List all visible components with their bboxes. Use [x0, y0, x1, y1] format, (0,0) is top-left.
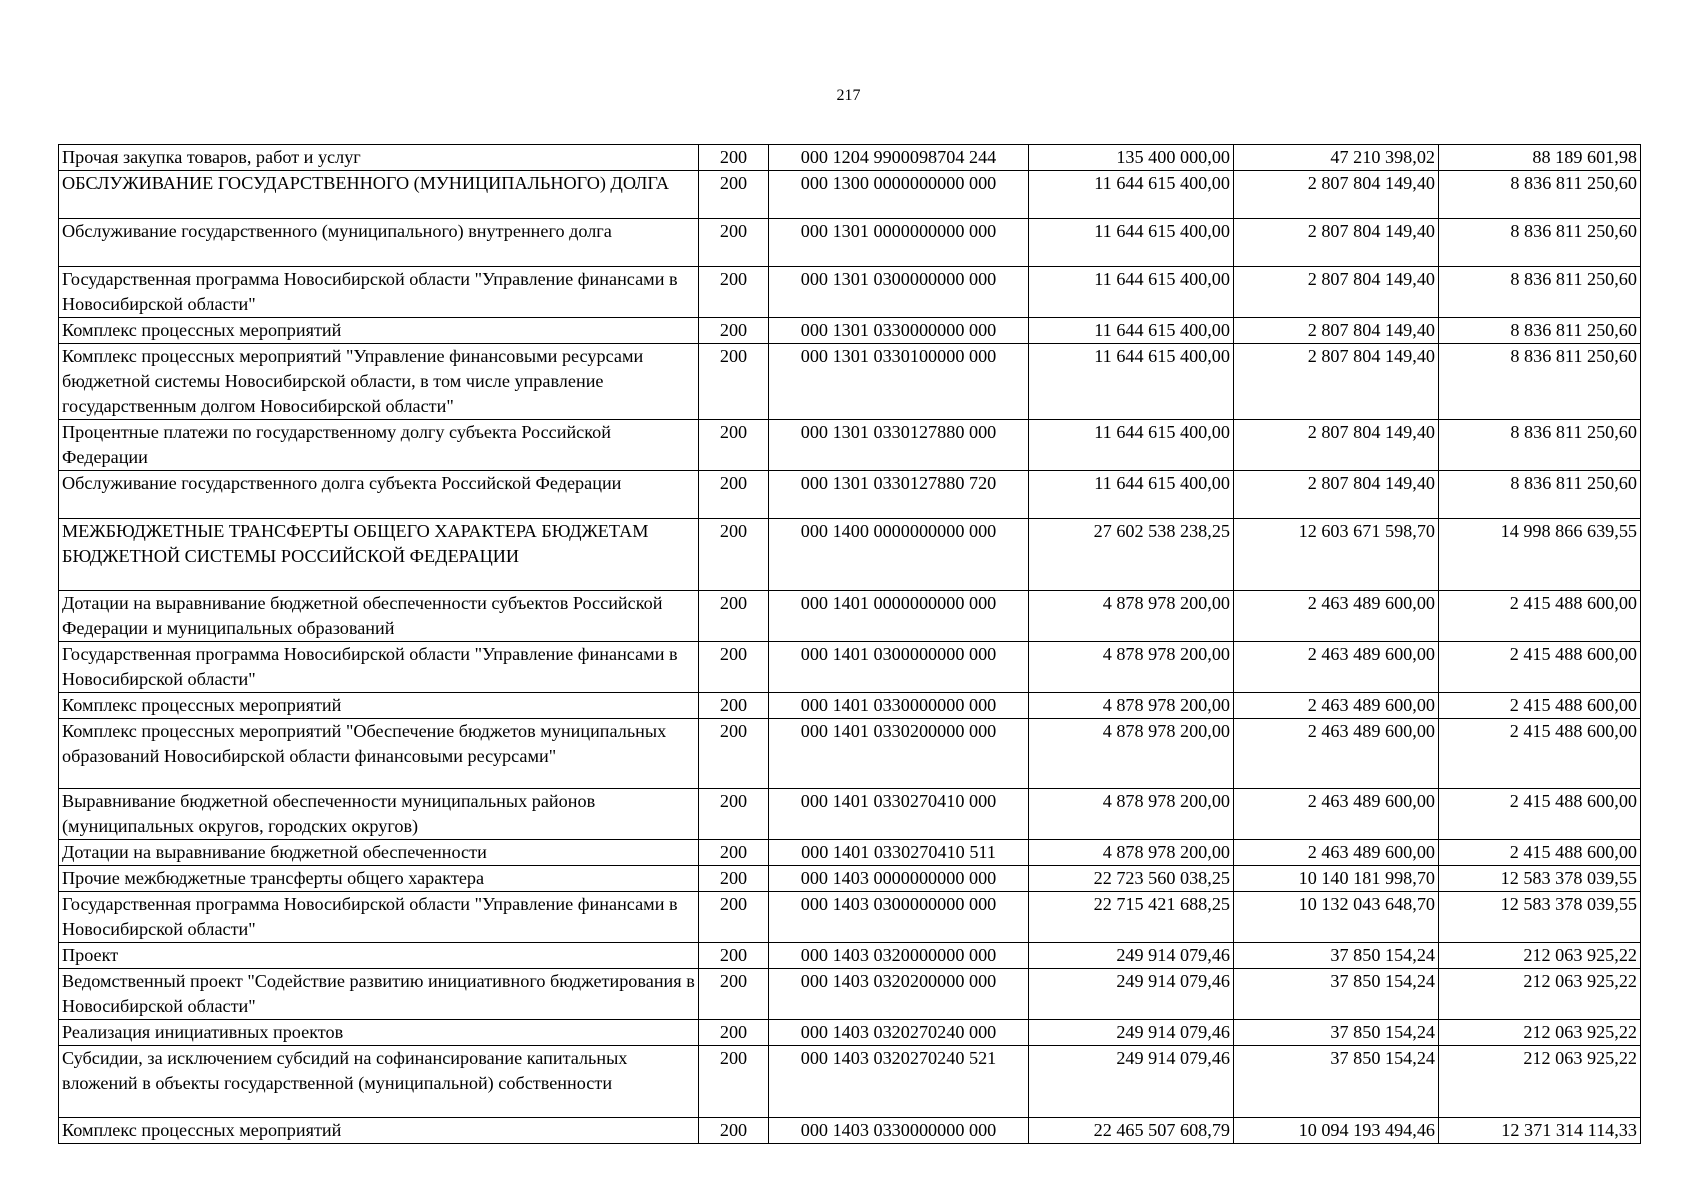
row-code-cell: 200 [699, 943, 769, 969]
row-executed-cell: 2 807 804 149,40 [1234, 219, 1439, 267]
row-classification-cell: 000 1301 0300000000 000 [769, 267, 1029, 318]
row-approved-cell: 249 914 079,46 [1029, 1020, 1234, 1046]
row-unexecuted-cell: 12 583 378 039,55 [1439, 866, 1641, 892]
row-executed-cell: 2 463 489 600,00 [1234, 789, 1439, 840]
row-code-cell: 200 [699, 145, 769, 171]
row-classification-cell: 000 1301 0330100000 000 [769, 344, 1029, 420]
row-code-cell: 200 [699, 171, 769, 219]
row-classification-cell: 000 1401 0000000000 000 [769, 591, 1029, 642]
row-approved-cell: 4 878 978 200,00 [1029, 789, 1234, 840]
row-classification-cell: 000 1403 0320270240 521 [769, 1046, 1029, 1118]
row-approved-cell: 11 644 615 400,00 [1029, 219, 1234, 267]
row-approved-cell: 11 644 615 400,00 [1029, 344, 1234, 420]
row-executed-cell: 10 140 181 998,70 [1234, 866, 1439, 892]
row-executed-cell: 47 210 398,02 [1234, 145, 1439, 171]
row-unexecuted-cell: 2 415 488 600,00 [1439, 693, 1641, 719]
row-classification-cell: 000 1400 0000000000 000 [769, 519, 1029, 591]
table-row [59, 471, 1641, 519]
table-row [59, 943, 1641, 969]
row-code-cell: 200 [699, 420, 769, 471]
row-name-cell: Комплекс процессных мероприятий [59, 318, 699, 344]
row-unexecuted-cell: 212 063 925,22 [1439, 1046, 1641, 1118]
row-name-cell: Ведомственный проект "Содействие развитию инициативного бюджетирования в Новосибирской области" [59, 969, 699, 1020]
row-approved-cell: 249 914 079,46 [1029, 1046, 1234, 1118]
row-approved-cell: 135 400 000,00 [1029, 145, 1234, 171]
row-code-cell: 200 [699, 471, 769, 519]
row-approved-cell: 4 878 978 200,00 [1029, 591, 1234, 642]
row-executed-cell: 2 807 804 149,40 [1234, 420, 1439, 471]
row-classification-cell: 000 1403 0320270240 000 [769, 1020, 1029, 1046]
row-classification-cell: 000 1401 0300000000 000 [769, 642, 1029, 693]
row-name-cell: Прочая закупка товаров, работ и услуг [59, 145, 699, 171]
row-unexecuted-cell: 8 836 811 250,60 [1439, 219, 1641, 267]
table-row [59, 519, 1641, 591]
row-unexecuted-cell: 14 998 866 639,55 [1439, 519, 1641, 591]
row-code-cell: 200 [699, 719, 769, 789]
row-name-cell: Государственная программа Новосибирской области "Управление финансами в Новосибирской области" [59, 892, 699, 943]
table-row [59, 840, 1641, 866]
row-classification-cell: 000 1403 0320200000 000 [769, 969, 1029, 1020]
table-row [59, 145, 1641, 171]
row-classification-cell: 000 1401 0330000000 000 [769, 693, 1029, 719]
row-code-cell: 200 [699, 1118, 769, 1144]
row-approved-cell: 11 644 615 400,00 [1029, 171, 1234, 219]
row-classification-cell: 000 1300 0000000000 000 [769, 171, 1029, 219]
row-approved-cell: 22 715 421 688,25 [1029, 892, 1234, 943]
table-row [59, 219, 1641, 267]
row-approved-cell: 4 878 978 200,00 [1029, 719, 1234, 789]
table-row [59, 892, 1641, 943]
row-executed-cell: 37 850 154,24 [1234, 969, 1439, 1020]
row-code-cell: 200 [699, 693, 769, 719]
row-executed-cell: 2 807 804 149,40 [1234, 171, 1439, 219]
budget-execution-table [58, 144, 1641, 1144]
row-name-cell: Проект [59, 943, 699, 969]
table-row [59, 1046, 1641, 1118]
row-executed-cell: 2 807 804 149,40 [1234, 318, 1439, 344]
row-approved-cell: 4 878 978 200,00 [1029, 642, 1234, 693]
table-row [59, 420, 1641, 471]
row-code-cell: 200 [699, 1020, 769, 1046]
row-approved-cell: 4 878 978 200,00 [1029, 693, 1234, 719]
row-name-cell: Комплекс процессных мероприятий "Обеспечение бюджетов муниципальных образований Новосибирской области финансовыми ресурсами" [59, 719, 699, 789]
row-approved-cell: 11 644 615 400,00 [1029, 420, 1234, 471]
row-unexecuted-cell: 2 415 488 600,00 [1439, 591, 1641, 642]
row-name-cell: Обслуживание государственного долга субъекта Российской Федерации [59, 471, 699, 519]
row-executed-cell: 37 850 154,24 [1234, 1046, 1439, 1118]
row-classification-cell: 000 1301 0330127880 720 [769, 471, 1029, 519]
row-executed-cell: 2 463 489 600,00 [1234, 840, 1439, 866]
row-name-cell: Государственная программа Новосибирской области "Управление финансами в Новосибирской области" [59, 642, 699, 693]
row-unexecuted-cell: 212 063 925,22 [1439, 943, 1641, 969]
row-code-cell: 200 [699, 591, 769, 642]
row-code-cell: 200 [699, 892, 769, 943]
row-approved-cell: 11 644 615 400,00 [1029, 471, 1234, 519]
row-unexecuted-cell: 212 063 925,22 [1439, 1020, 1641, 1046]
row-executed-cell: 12 603 671 598,70 [1234, 519, 1439, 591]
row-executed-cell: 10 132 043 648,70 [1234, 892, 1439, 943]
row-code-cell: 200 [699, 1046, 769, 1118]
row-code-cell: 200 [699, 519, 769, 591]
row-executed-cell: 2 463 489 600,00 [1234, 642, 1439, 693]
row-classification-cell: 000 1401 0330200000 000 [769, 719, 1029, 789]
row-name-cell: Дотации на выравнивание бюджетной обеспеченности субъектов Российской Федерации и муниципальных образований [59, 591, 699, 642]
row-approved-cell: 22 465 507 608,79 [1029, 1118, 1234, 1144]
row-approved-cell: 11 644 615 400,00 [1029, 267, 1234, 318]
row-executed-cell: 37 850 154,24 [1234, 943, 1439, 969]
row-unexecuted-cell: 2 415 488 600,00 [1439, 789, 1641, 840]
row-unexecuted-cell: 8 836 811 250,60 [1439, 267, 1641, 318]
row-name-cell: Обслуживание государственного (муниципального) внутреннего долга [59, 219, 699, 267]
row-code-cell: 200 [699, 789, 769, 840]
row-code-cell: 200 [699, 318, 769, 344]
table-row [59, 642, 1641, 693]
row-approved-cell: 249 914 079,46 [1029, 943, 1234, 969]
row-classification-cell: 000 1403 0330000000 000 [769, 1118, 1029, 1144]
row-code-cell: 200 [699, 969, 769, 1020]
row-unexecuted-cell: 8 836 811 250,60 [1439, 318, 1641, 344]
row-code-cell: 200 [699, 866, 769, 892]
row-unexecuted-cell: 2 415 488 600,00 [1439, 642, 1641, 693]
row-classification-cell: 000 1204 9900098704 244 [769, 145, 1029, 171]
row-approved-cell: 249 914 079,46 [1029, 969, 1234, 1020]
row-unexecuted-cell: 2 415 488 600,00 [1439, 719, 1641, 789]
row-classification-cell: 000 1403 0300000000 000 [769, 892, 1029, 943]
row-code-cell: 200 [699, 219, 769, 267]
row-unexecuted-cell: 2 415 488 600,00 [1439, 840, 1641, 866]
table-row [59, 318, 1641, 344]
row-classification-cell: 000 1403 0000000000 000 [769, 866, 1029, 892]
row-unexecuted-cell: 8 836 811 250,60 [1439, 420, 1641, 471]
table-row [59, 719, 1641, 789]
row-unexecuted-cell: 212 063 925,22 [1439, 969, 1641, 1020]
row-classification-cell: 000 1401 0330270410 000 [769, 789, 1029, 840]
row-approved-cell: 27 602 538 238,25 [1029, 519, 1234, 591]
table-row [59, 789, 1641, 840]
row-name-cell: Субсидии, за исключением субсидий на софинансирование капитальных вложений в объекты государственной (муниципальной) собственности [59, 1046, 699, 1118]
row-code-cell: 200 [699, 344, 769, 420]
row-approved-cell: 11 644 615 400,00 [1029, 318, 1234, 344]
row-code-cell: 200 [699, 840, 769, 866]
row-classification-cell: 000 1301 0000000000 000 [769, 219, 1029, 267]
table-row [59, 1020, 1641, 1046]
row-unexecuted-cell: 88 189 601,98 [1439, 145, 1641, 171]
row-name-cell: Процентные платежи по государственному долгу субъекта Российской Федерации [59, 420, 699, 471]
row-unexecuted-cell: 12 371 314 114,33 [1439, 1118, 1641, 1144]
row-approved-cell: 22 723 560 038,25 [1029, 866, 1234, 892]
row-name-cell: ОБСЛУЖИВАНИЕ ГОСУДАРСТВЕННОГО (МУНИЦИПАЛЬНОГО) ДОЛГА [59, 171, 699, 219]
row-name-cell: Государственная программа Новосибирской области "Управление финансами в Новосибирской области" [59, 267, 699, 318]
row-classification-cell: 000 1301 0330127880 000 [769, 420, 1029, 471]
row-classification-cell: 000 1403 0320000000 000 [769, 943, 1029, 969]
row-executed-cell: 2 463 489 600,00 [1234, 719, 1439, 789]
table-row [59, 693, 1641, 719]
row-name-cell: Комплекс процессных мероприятий "Управление финансовыми ресурсами бюджетной системы Новосибирской области, в том числе управление государственным долгом Новосибирской области" [59, 344, 699, 420]
page-number: 217 [836, 87, 861, 104]
table-body [59, 145, 1641, 1144]
row-name-cell: Дотации на выравнивание бюджетной обеспеченности [59, 840, 699, 866]
row-name-cell: Комплекс процессных мероприятий [59, 1118, 699, 1144]
row-executed-cell: 2 807 804 149,40 [1234, 471, 1439, 519]
row-code-cell: 200 [699, 267, 769, 318]
row-approved-cell: 4 878 978 200,00 [1029, 840, 1234, 866]
row-code-cell: 200 [699, 642, 769, 693]
table-row [59, 267, 1641, 318]
table-row [59, 591, 1641, 642]
table-row [59, 344, 1641, 420]
row-unexecuted-cell: 12 583 378 039,55 [1439, 892, 1641, 943]
table-row [59, 1118, 1641, 1144]
row-executed-cell: 2 807 804 149,40 [1234, 267, 1439, 318]
row-unexecuted-cell: 8 836 811 250,60 [1439, 344, 1641, 420]
row-name-cell: Прочие межбюджетные трансферты общего характера [59, 866, 699, 892]
row-executed-cell: 2 463 489 600,00 [1234, 591, 1439, 642]
row-executed-cell: 37 850 154,24 [1234, 1020, 1439, 1046]
table-row [59, 969, 1641, 1020]
row-name-cell: Выравнивание бюджетной обеспеченности муниципальных районов (муниципальных округов, городских округов) [59, 789, 699, 840]
row-executed-cell: 10 094 193 494,46 [1234, 1118, 1439, 1144]
row-classification-cell: 000 1301 0330000000 000 [769, 318, 1029, 344]
row-executed-cell: 2 807 804 149,40 [1234, 344, 1439, 420]
row-name-cell: МЕЖБЮДЖЕТНЫЕ ТРАНСФЕРТЫ ОБЩЕГО ХАРАКТЕРА БЮДЖЕТАМ БЮДЖЕТНОЙ СИСТЕМЫ РОССИЙСКОЙ ФЕДЕРАЦИИ [59, 519, 699, 591]
table-row [59, 171, 1641, 219]
row-classification-cell: 000 1401 0330270410 511 [769, 840, 1029, 866]
table-row [59, 866, 1641, 892]
row-unexecuted-cell: 8 836 811 250,60 [1439, 471, 1641, 519]
row-name-cell: Комплекс процессных мероприятий [59, 693, 699, 719]
row-name-cell: Реализация инициативных проектов [59, 1020, 699, 1046]
row-executed-cell: 2 463 489 600,00 [1234, 693, 1439, 719]
row-unexecuted-cell: 8 836 811 250,60 [1439, 171, 1641, 219]
